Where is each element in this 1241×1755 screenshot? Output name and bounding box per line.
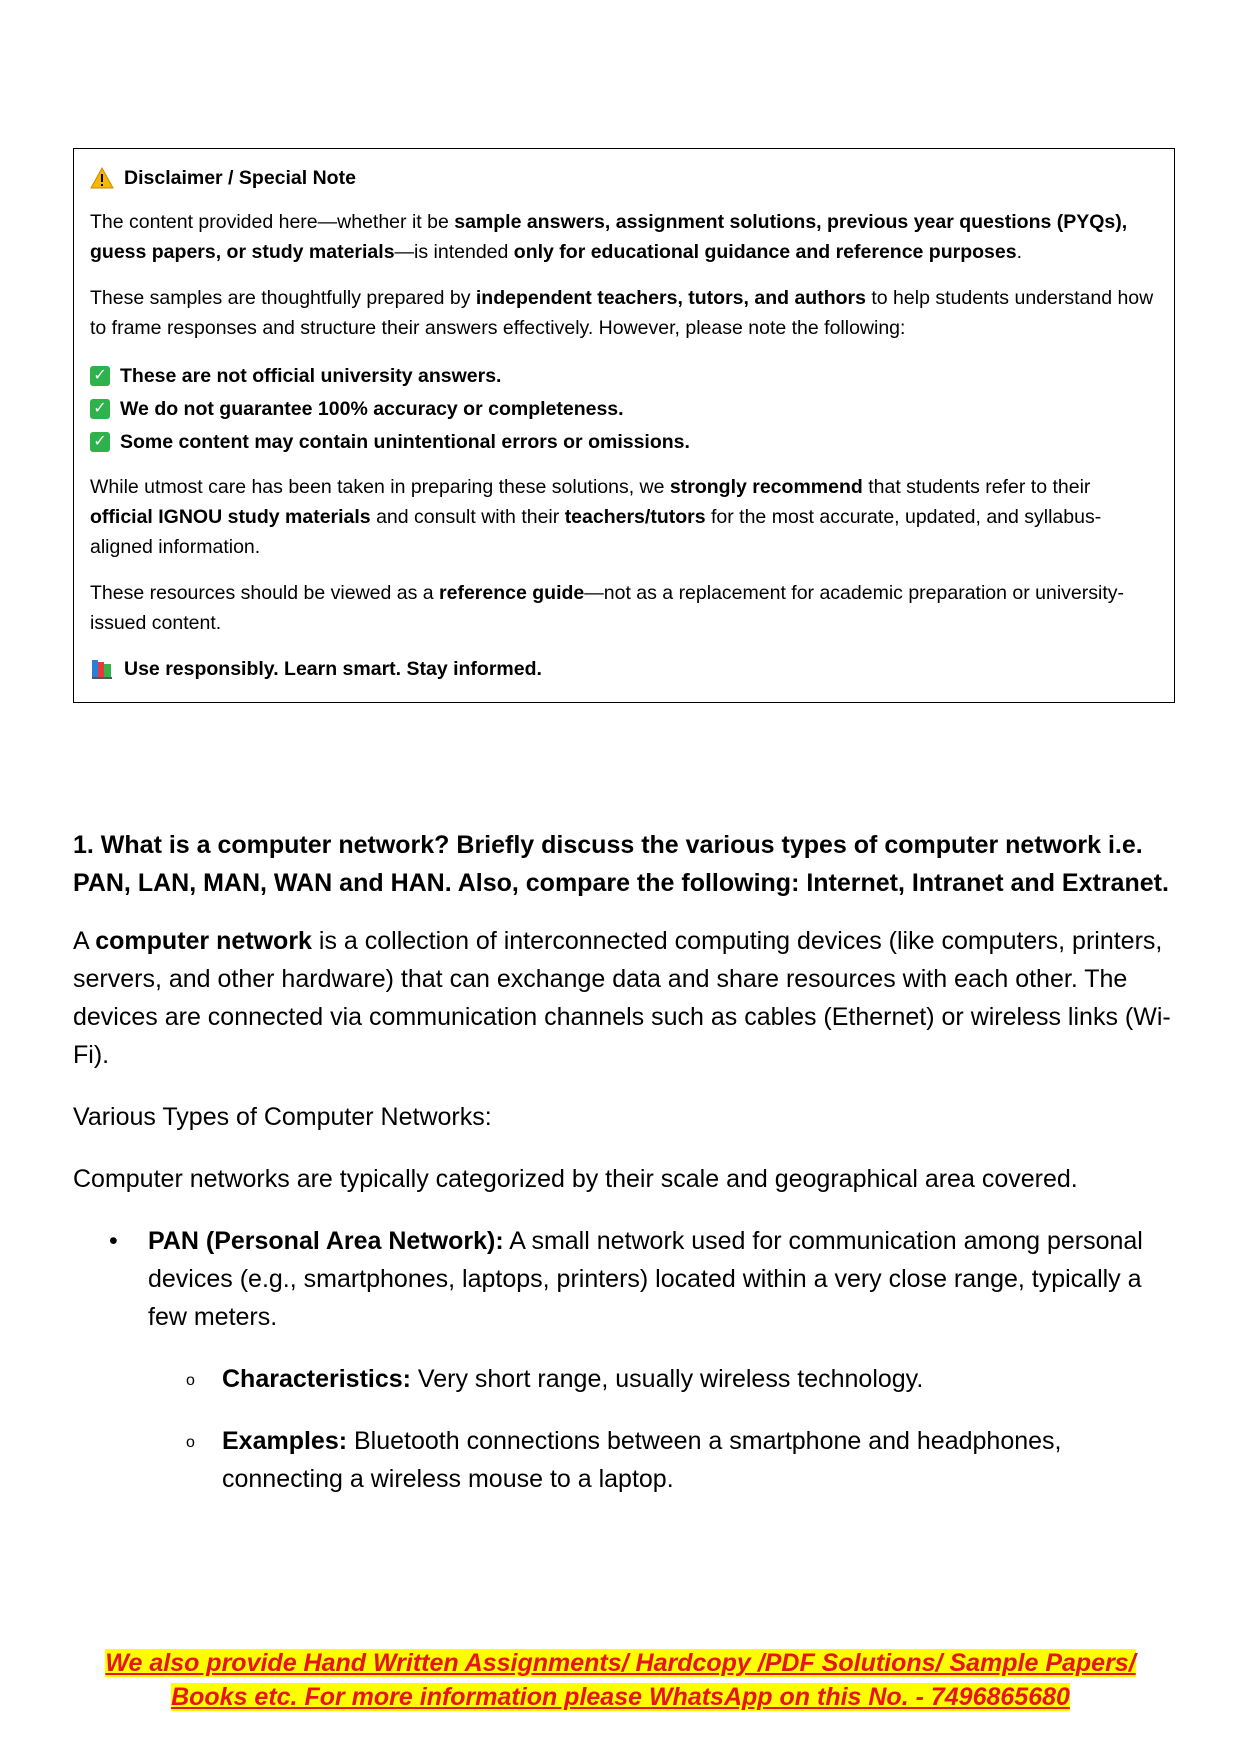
disclaimer-title: Disclaimer / Special Note bbox=[90, 163, 1158, 193]
pan-characteristics: o Characteristics: Very short range, usually wireless technology. bbox=[73, 1360, 1173, 1398]
list-item: ✓ These are not official university answers. bbox=[90, 359, 1158, 392]
books-icon bbox=[90, 658, 114, 680]
promo-line-2: Books etc. For more information please WhatsApp on this No. - 7496865680 bbox=[171, 1683, 1070, 1711]
pan-examples: o Examples: Bluetooth connections between a smartphone and headphones, connecting a wireless mouse to a laptop. bbox=[73, 1422, 1173, 1498]
disclaimer-para-4: These resources should be viewed as a reference guide—not as a replacement for academic preparation or university-issued content. bbox=[90, 582, 1125, 634]
warning-icon bbox=[90, 167, 114, 189]
disclaimer-para-1: The content provided here—whether it be sample answers, assignment solutions, previous year questions (PYQs), guess papers, or study materials—is intended only for educational guidance and reference purposes. bbox=[90, 211, 1128, 263]
question-heading: 1. What is a computer network? Briefly discuss the various types of computer network i.e. PAN, LAN, MAN, WAN and HAN. Also, compare the following: Internet, Intranet and Extranet. bbox=[73, 831, 1169, 897]
promo-line-1: We also provide Hand Written Assignments/ Hardcopy /PDF Solutions/ Sample Papers/ bbox=[105, 1649, 1136, 1677]
types-heading: Various Types of Computer Networks: bbox=[73, 1103, 492, 1131]
disclaimer-footer: Use responsibly. Learn smart. Stay informed. bbox=[90, 654, 1158, 684]
pan-bullet: • PAN (Personal Area Network): A small network used for communication among personal devices (e.g., smartphones, laptops, printers) located within a very close range, typically a few meters. bbox=[73, 1222, 1173, 1336]
promo-banner bbox=[0, 1646, 1241, 1714]
main-content bbox=[73, 826, 1173, 1522]
disclaimer-para-3: While utmost care has been taken in preparing these solutions, we strongly recommend that students refer to their official IGNOU study materials and consult with their teachers/tutors for the most accurate, updated, and syllabus-aligned information. bbox=[90, 476, 1102, 558]
list-item: ✓ Some content may contain unintentional errors or omissions. bbox=[90, 425, 1158, 458]
list-item: ✓ We do not guarantee 100% accuracy or completeness. bbox=[90, 392, 1158, 425]
intro-paragraph: A computer network is a collection of interconnected computing devices (like computers, printers, servers, and other hardware) that can exchange data and share resources with each other. The devices are connected via communication channels such as cables (Ethernet) or wireless links (Wi-Fi). bbox=[73, 927, 1171, 1069]
disclaimer-para-2: These samples are thoughtfully prepared by independent teachers, tutors, and authors to help students understand how to frame responses and structure their answers effectively. However, please note the following: bbox=[90, 287, 1154, 339]
check-mark-icon: ✓ bbox=[90, 366, 110, 386]
disclaimer-check-list bbox=[90, 359, 1158, 458]
check-mark-icon: ✓ bbox=[90, 432, 110, 452]
disclaimer-box bbox=[73, 148, 1175, 703]
types-intro: Computer networks are typically categorized by their scale and geographical area covered. bbox=[73, 1165, 1078, 1193]
check-mark-icon: ✓ bbox=[90, 399, 110, 419]
